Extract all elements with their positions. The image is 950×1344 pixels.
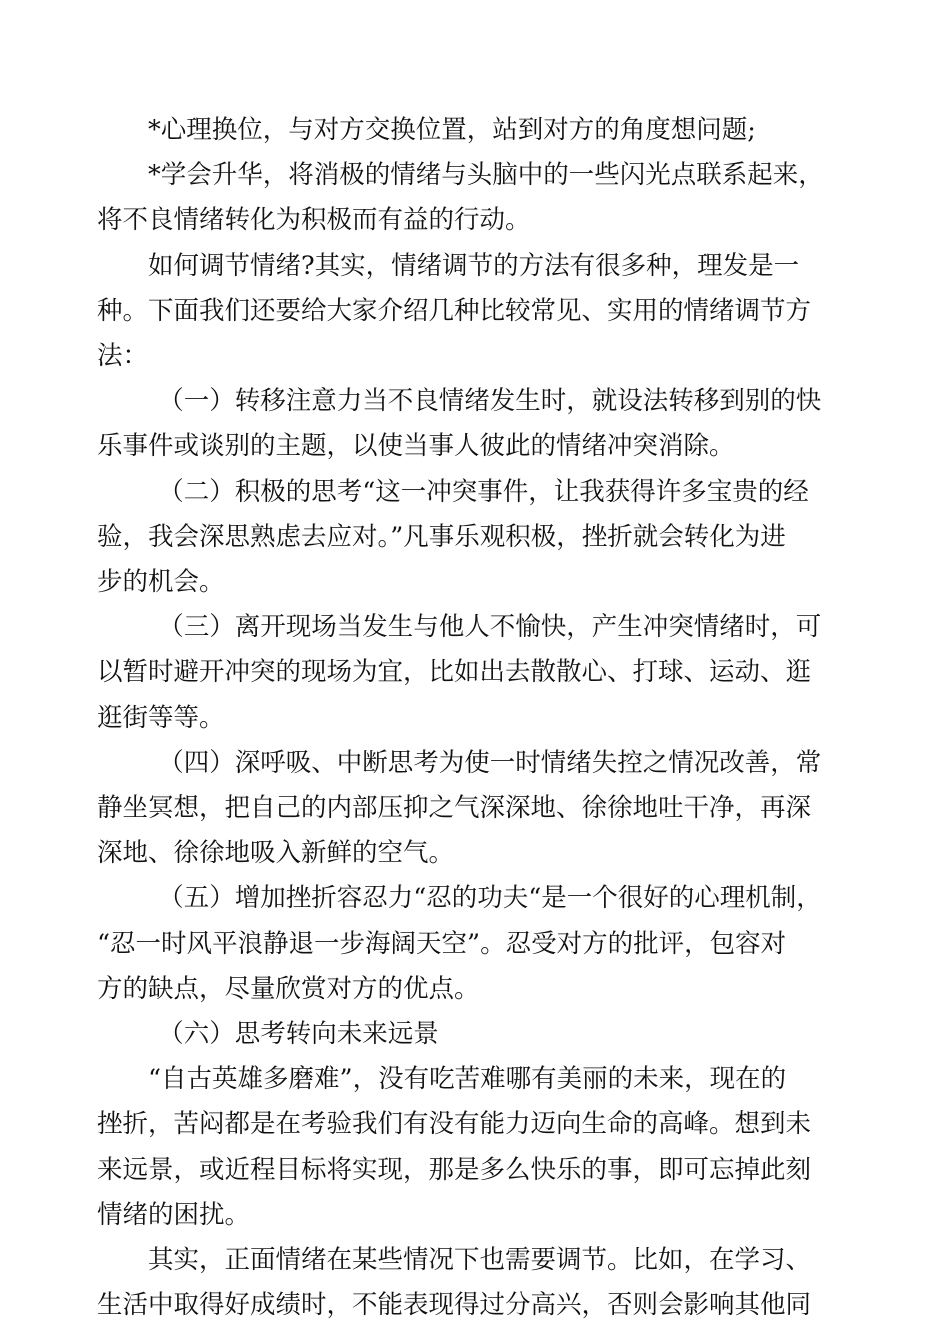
paragraph-tip-empathy — [97, 108, 857, 153]
text-line: *学会升华，将消极的情绪与头脑中的一些闪光点联系起来， — [148, 160, 824, 191]
text-line: 其实，正面情绪在某些情况下也需要调节。比如，在学习、 — [148, 1245, 812, 1276]
text-line: 种。下面我们还要给大家介绍几种比较常见、实用的情绪调节方 — [97, 295, 812, 326]
text-line: （六）思考转向未来远景 — [158, 1019, 439, 1050]
text-line: （一）转移注意力当不良情绪发生时，就设法转移到别的快 — [158, 386, 822, 417]
paragraph-intro-methods — [97, 244, 857, 380]
paragraph-method-3 — [97, 605, 857, 741]
text-line: 法： — [97, 341, 149, 372]
text-line: （五）增加挫折容忍力“忍的功夫“是一个很好的心理机制， — [158, 883, 822, 914]
text-line: *心理换位，与对方交换位置，站到对方的角度想问题; — [148, 115, 756, 145]
text-line: 逛街等等。 — [97, 702, 225, 733]
text-line: （三）离开现场当发生与他人不愉快，产生冲突情绪时，可 — [158, 612, 822, 643]
text-line: 乐事件或谈别的主题，以使当事人彼此的情绪冲突消除。 — [97, 431, 735, 462]
text-line: 来远景，或近程目标将实现，那是多么快乐的事，即可忘掉此刻 — [97, 1154, 812, 1185]
paragraph-method-4 — [97, 741, 857, 877]
text-line: “忍一时风平浪静退一步海阔天空”。忍受对方的批评，包容对 — [97, 928, 787, 959]
document-body — [97, 108, 857, 1328]
text-line: 情绪的困扰。 — [97, 1199, 251, 1230]
text-line: 方的缺点，尽量欣赏对方的优点。 — [97, 973, 480, 1004]
text-line: 生活中取得好成绩时，不能表现得过分高兴，否则会影响其他同 — [97, 1290, 812, 1321]
text-line: 静坐冥想，把自己的内部压抑之气深深地、徐徐地吐干净，再深 — [97, 793, 812, 824]
paragraph-method-1 — [97, 379, 857, 469]
paragraph-method-6-title — [97, 1012, 857, 1057]
text-line: 如何调节情绪?其实，情绪调节的方法有很多种，理发是一 — [148, 250, 800, 281]
paragraph-method-5 — [97, 876, 857, 1012]
paragraph-method-2 — [97, 470, 857, 606]
text-line: “自古英雄多磨难”，没有吃苦难哪有美丽的未来，现在的 — [148, 1064, 787, 1095]
text-line: （四）深呼吸、中断思考为使一时情绪失控之情况改善，常 — [158, 747, 822, 778]
text-line: （二）积极的思考“这一冲突事件，让我获得许多宝贵的经 — [158, 476, 809, 507]
paragraph-tip-sublimation — [97, 153, 857, 243]
text-line: 步的机会。 — [97, 567, 225, 598]
text-line: 挫折，苦闷都是在考验我们有没有能力迈向生命的高峰。想到未 — [97, 1109, 812, 1140]
text-line: 将不良情绪转化为积极而有益的行动。 — [97, 205, 531, 236]
text-line: 深地、徐徐地吸入新鲜的空气。 — [97, 838, 455, 869]
text-line: 以暂时避开冲突的现场为宜，比如出去散散心、打球、运动、逛 — [97, 657, 812, 688]
paragraph-positive-emotion — [97, 1238, 857, 1328]
paragraph-method-6-body — [97, 1057, 857, 1238]
text-line: 验，我会深思熟虑去应对。”凡事乐观积极，挫折就会转化为进 — [97, 521, 786, 552]
